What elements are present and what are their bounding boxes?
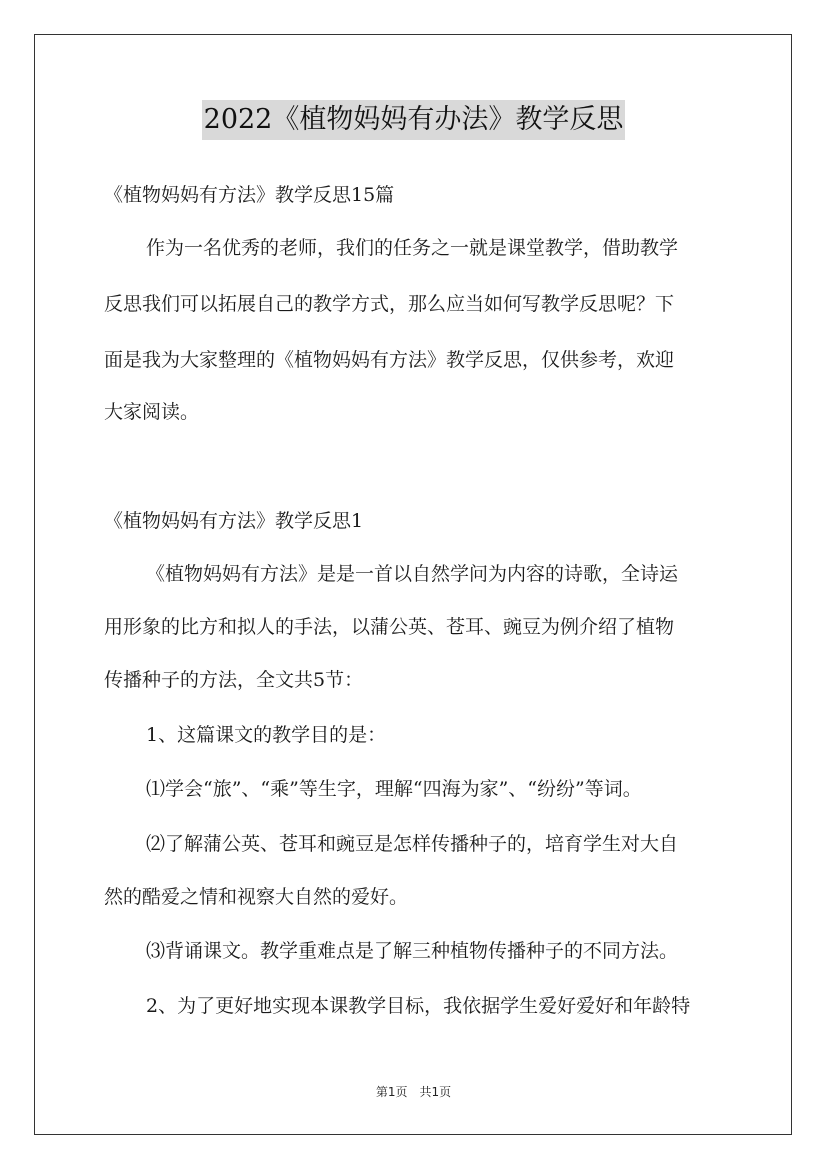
- page-footer: 第1页 共1页: [375, 1085, 452, 1099]
- title-container: [0, 100, 827, 140]
- intro-line-2: 反思我们可以拓展自己的教学方式，那么应当如何写教学反思呢？下: [104, 293, 675, 315]
- body-line-8: ⑶背诵课文。教学重难点是了解三种植物传播种子的不同方法。: [146, 940, 679, 962]
- body-line-7: 然的酷爱之情和视察大自然的爱好。: [104, 886, 409, 908]
- body-line-6: ⑵了解蒲公英、苍耳和豌豆是怎样传播种子的，培育学生对大自: [146, 833, 679, 855]
- section-heading: 《植物妈妈有方法》教学反思1: [104, 510, 364, 532]
- intro-line-4: 大家阅读。: [104, 401, 200, 423]
- subtitle: 《植物妈妈有方法》教学反思15篇: [104, 184, 395, 206]
- document-title: 2022《植物妈妈有办法》教学反思: [202, 100, 626, 140]
- body-line-4: 1、这篇课文的教学目的是：: [146, 724, 387, 746]
- intro-line-1: 作为一名优秀的老师，我们的任务之一就是课堂教学，借助教学: [146, 237, 679, 259]
- intro-line-3: 面是我为大家整理的《植物妈妈有方法》教学反思，仅供参考，欢迎: [104, 349, 675, 371]
- body-line-3: 传播种子的方法，全文共5节：: [104, 669, 364, 691]
- body-line-1: 《植物妈妈有方法》是是一首以自然学问为内容的诗歌，全诗运: [146, 563, 679, 585]
- body-line-2: 用形象的比方和拟人的手法，以蒲公英、苍耳、豌豆为例介绍了植物: [104, 616, 675, 638]
- body-line-5: ⑴学会“旅”、“乘”等生字，理解“四海为家”、“纷纷”等词。: [146, 778, 642, 800]
- body-line-9: 2、为了更好地实现本课教学目标，我依据学生爱好爱好和年龄特: [146, 995, 691, 1017]
